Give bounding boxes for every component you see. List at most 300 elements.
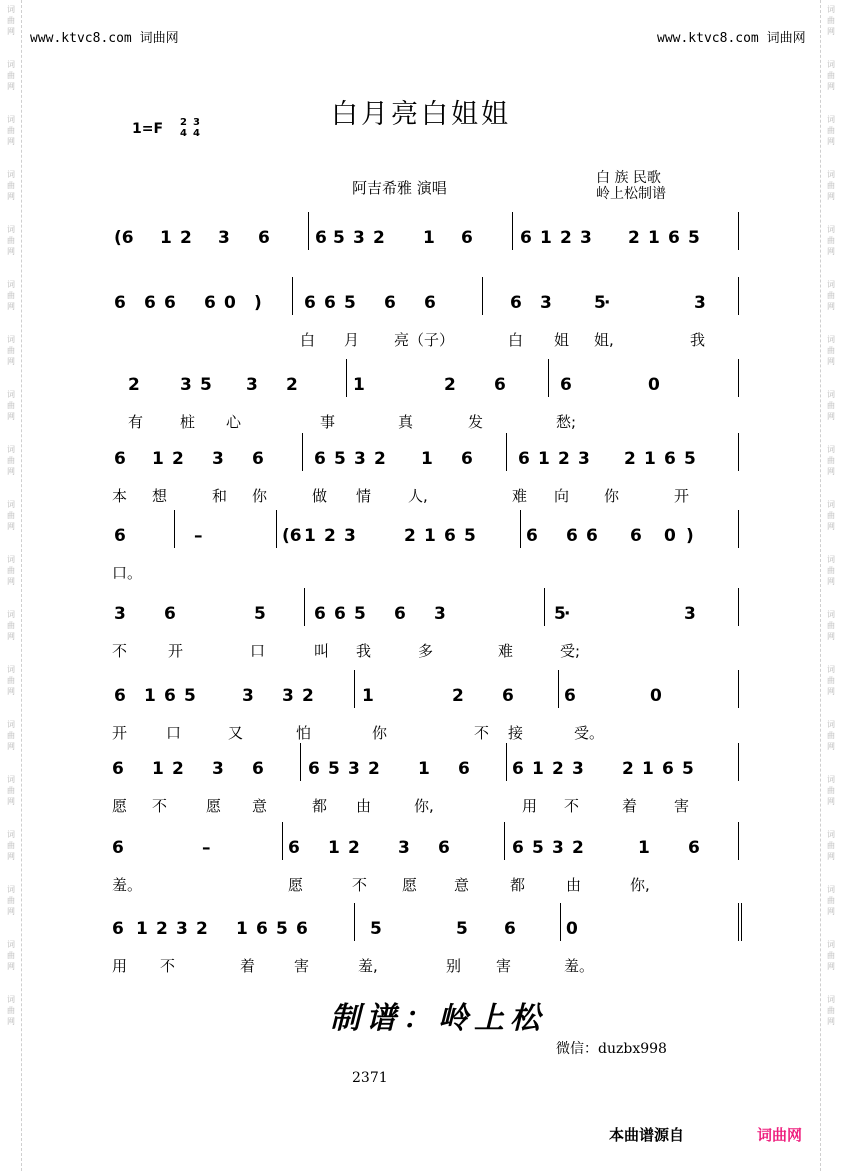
note: 6: [164, 686, 176, 706]
note: 3: [246, 375, 258, 395]
side-watermark: 词 曲 网: [827, 610, 835, 641]
note: 5: [594, 293, 606, 313]
note: 3: [434, 604, 446, 624]
lyric-syllable: 多: [418, 642, 434, 660]
lyric-syllable: 事: [320, 413, 336, 431]
note: 6: [112, 759, 124, 779]
lyric-syllable: 都: [510, 876, 526, 894]
note: 6: [668, 228, 680, 248]
lyric-syllable: 不: [474, 724, 490, 742]
lyric-syllable: 愿: [206, 797, 222, 815]
genre-label: 白 族 民歌: [596, 170, 661, 186]
bar-line: [512, 212, 513, 250]
note: 1: [424, 526, 436, 546]
note: 3: [180, 375, 192, 395]
note: 2: [286, 375, 298, 395]
note: 1: [648, 228, 660, 248]
note: 3: [572, 759, 584, 779]
note: 1: [638, 838, 650, 858]
lyric-syllable: 你: [604, 487, 620, 505]
note: 1: [152, 449, 164, 469]
note: 2: [452, 686, 464, 706]
lyric-syllable: 口: [250, 642, 266, 660]
bar-line: [292, 277, 293, 315]
note: 3: [578, 449, 590, 469]
lyric-syllable: 人,: [408, 487, 428, 505]
note: 1: [152, 759, 164, 779]
bar-line: [354, 670, 355, 708]
right-watermark-strip: [820, 0, 842, 1171]
side-watermark: 词 曲 网: [7, 940, 15, 971]
note: 5: [276, 919, 288, 939]
lyric-syllable: 接: [508, 724, 524, 742]
note: 5: [532, 838, 544, 858]
note: 3: [212, 759, 224, 779]
note: 3: [540, 293, 552, 313]
note-row: [108, 293, 744, 317]
note: 5: [682, 759, 694, 779]
note: 2: [128, 375, 140, 395]
lyric-syllable: 愁;: [556, 413, 577, 431]
lyric-syllable: 向: [554, 487, 570, 505]
side-watermark: 词 曲 网: [7, 335, 15, 366]
note: 3: [694, 293, 706, 313]
source-label: 本曲谱源自: [609, 1126, 685, 1144]
note: 3: [242, 686, 254, 706]
note: 1: [532, 759, 544, 779]
note: 1: [160, 228, 172, 248]
lyric-syllable: 姐: [554, 331, 570, 349]
note: 2: [368, 759, 380, 779]
bar-line: [738, 359, 739, 397]
note: 5: [456, 919, 468, 939]
note-row: [108, 449, 744, 473]
lyric-syllable: 愿: [288, 876, 304, 894]
side-watermark: 词 曲 网: [827, 390, 835, 421]
lyric-syllable: 不: [352, 876, 368, 894]
note: 3: [212, 449, 224, 469]
lyric-syllable: 叫: [314, 642, 330, 660]
note: 6: [586, 526, 598, 546]
lyric-syllable: 意: [454, 876, 470, 894]
side-watermark: 词 曲 网: [827, 170, 835, 201]
note: –: [202, 838, 211, 858]
lyric-syllable: 白: [300, 331, 316, 349]
note: 3: [552, 838, 564, 858]
note: 2: [348, 838, 360, 858]
note: 6: [324, 293, 336, 313]
lyric-syllable: 受。: [574, 724, 605, 742]
lyric-syllable: 有: [128, 413, 144, 431]
meter-den: 4: [192, 128, 200, 139]
note: 6: [564, 686, 576, 706]
note: 5: [333, 228, 345, 248]
note: 3: [684, 604, 696, 624]
note: 6: [384, 293, 396, 313]
note-row: [108, 919, 744, 943]
side-watermark: 词 曲 网: [7, 995, 15, 1026]
lyric-syllable: 由: [356, 797, 372, 815]
side-watermark: 词 曲 网: [7, 225, 15, 256]
note: 6: [494, 375, 506, 395]
side-watermark: 词 曲 网: [7, 115, 15, 146]
lyric-syllable: 我: [690, 331, 706, 349]
note: 1: [644, 449, 656, 469]
note: 1: [418, 759, 430, 779]
header-url-right: www.ktvc8.com: [657, 31, 759, 46]
header-site: 词曲网: [139, 31, 179, 46]
note: 3: [354, 449, 366, 469]
lyric-syllable: 着: [622, 797, 638, 815]
lyric-syllable: 你,: [414, 797, 434, 815]
note: 3: [580, 228, 592, 248]
lyric-syllable: 又: [228, 724, 244, 742]
lyric-syllable: 桩: [180, 413, 196, 431]
side-watermark: 词 曲 网: [7, 445, 15, 476]
note: 6: [314, 604, 326, 624]
side-watermark: 词 曲 网: [827, 500, 835, 531]
side-watermark: 词 曲 网: [827, 335, 835, 366]
note: 6: [560, 375, 572, 395]
bar-line: [738, 588, 739, 626]
note: 0: [664, 526, 676, 546]
note: 1: [353, 375, 365, 395]
note: 5: [344, 293, 356, 313]
note: 1: [421, 449, 433, 469]
note: 6: [438, 838, 450, 858]
meter-den: 4: [180, 128, 187, 139]
source-brand-link[interactable]: 词曲网: [757, 1126, 803, 1144]
note: 6: [112, 838, 124, 858]
note: 2: [180, 228, 192, 248]
bar-line: [346, 359, 347, 397]
note: 2: [558, 449, 570, 469]
lyric-syllable: 你: [252, 487, 268, 505]
note: 1: [538, 449, 550, 469]
note: 3: [282, 686, 294, 706]
note: 3: [348, 759, 360, 779]
note: 1: [328, 838, 340, 858]
lyric-syllable: 羞。: [564, 957, 595, 975]
note: –: [194, 526, 203, 546]
side-watermark: 词 曲 网: [7, 775, 15, 806]
note: 2: [628, 228, 640, 248]
note: 6: [304, 293, 316, 313]
lyric-syllable: 开: [674, 487, 690, 505]
note: 6: [258, 228, 270, 248]
composer-credit: [596, 170, 666, 202]
lyric-syllable: 用: [112, 957, 128, 975]
bar-line: [738, 277, 739, 315]
side-watermark: 词 曲 网: [827, 5, 835, 36]
side-watermark: 词 曲 网: [7, 5, 15, 36]
note: 6: [252, 759, 264, 779]
lyric-syllable: 姐,: [594, 331, 614, 349]
bar-line: [738, 743, 739, 781]
note: ·: [604, 293, 611, 313]
lyric-syllable: 月: [344, 331, 360, 349]
note-row: [108, 228, 744, 252]
side-watermark: 词 曲 网: [827, 940, 835, 971]
note: 2: [156, 919, 168, 939]
note: 2: [373, 228, 385, 248]
time-signature: [180, 117, 200, 139]
note: 5: [464, 526, 476, 546]
note: 6: [566, 526, 578, 546]
bar-line: [482, 277, 483, 315]
note: 3: [344, 526, 356, 546]
side-watermark: 词 曲 网: [7, 555, 15, 586]
note: 3: [353, 228, 365, 248]
singer-credit: 阿吉希雅 演唱: [352, 179, 447, 197]
lyric-syllable: 用: [522, 797, 538, 815]
note: 2: [172, 759, 184, 779]
side-watermark: 词 曲 网: [827, 775, 835, 806]
lyric-syllable: 真: [398, 413, 414, 431]
lyric-syllable: 心: [226, 413, 242, 431]
lyric-syllable: 难: [512, 487, 528, 505]
note: 6: [164, 293, 176, 313]
note: 3: [114, 604, 126, 624]
note: 5: [334, 449, 346, 469]
side-watermark: 词 曲 网: [7, 665, 15, 696]
bar-line: [560, 903, 561, 941]
note-row: [108, 759, 744, 783]
lyric-syllable: 意: [252, 797, 268, 815]
side-watermark: 词 曲 网: [7, 720, 15, 751]
key-signature: 1=F: [132, 121, 164, 137]
lyric-syllable: 不: [112, 642, 128, 660]
lyric-syllable: 开: [112, 724, 128, 742]
note: 6: [296, 919, 308, 939]
note: 6: [394, 604, 406, 624]
note: 1: [362, 686, 374, 706]
note: 5: [684, 449, 696, 469]
lyric-syllable: 羞,: [358, 957, 378, 975]
note: ): [686, 526, 694, 546]
side-watermark: 词 曲 网: [827, 995, 835, 1026]
side-watermark: 词 曲 网: [827, 885, 835, 916]
note: 0: [566, 919, 578, 939]
note: 6: [288, 838, 300, 858]
bar-line: [504, 822, 505, 860]
lyric-syllable: 我: [356, 642, 372, 660]
lyric-syllable: 口: [166, 724, 182, 742]
note: 6: [461, 228, 473, 248]
header-right[interactable]: [657, 27, 806, 46]
note: 5: [688, 228, 700, 248]
note: 2: [552, 759, 564, 779]
bar-line: [738, 510, 739, 548]
transcriber-label: 岭上松制谱: [596, 186, 666, 202]
lyric-syllable: 你: [372, 724, 388, 742]
signature: 制谱：岭上松: [330, 1001, 546, 1036]
note: 6: [518, 449, 530, 469]
note: 6: [114, 526, 126, 546]
note: 6: [520, 228, 532, 248]
lyric-syllable: 不: [152, 797, 168, 815]
note: 6: [662, 759, 674, 779]
note: 6: [112, 919, 124, 939]
bar-line: [520, 510, 521, 548]
note: 6: [256, 919, 268, 939]
side-watermark: 词 曲 网: [827, 555, 835, 586]
left-watermark-strip: [0, 0, 22, 1171]
lyric-syllable: 本: [112, 487, 128, 505]
page-number: 2371: [352, 1070, 388, 1086]
bar-line: [738, 670, 739, 708]
lyric-syllable: 白: [508, 331, 524, 349]
note: 1: [642, 759, 654, 779]
note: 5: [328, 759, 340, 779]
note: 2: [302, 686, 314, 706]
wechat-id: 微信：duzbx998: [556, 1041, 667, 1057]
note: 6: [444, 526, 456, 546]
bar-line: [308, 212, 309, 250]
header-url: www.ktvc8.com: [30, 31, 132, 46]
note: 1: [144, 686, 156, 706]
lyric-syllable: 害: [496, 957, 512, 975]
side-watermark: 词 曲 网: [7, 830, 15, 861]
side-watermark: 词 曲 网: [827, 665, 835, 696]
lyric-syllable: 口。: [112, 564, 143, 582]
note: 6: [512, 838, 524, 858]
note: 6: [144, 293, 156, 313]
note: 5: [254, 604, 266, 624]
bar-line: [738, 212, 739, 250]
lyric-syllable: 开: [168, 642, 184, 660]
lyric-syllable: 害: [674, 797, 690, 815]
note: ): [254, 293, 262, 313]
note: 0: [650, 686, 662, 706]
note-row: [108, 375, 744, 399]
side-watermark: 词 曲 网: [827, 280, 835, 311]
side-watermark: 词 曲 网: [7, 390, 15, 421]
note: 2: [404, 526, 416, 546]
side-watermark: 词 曲 网: [7, 60, 15, 91]
lyric-syllable: 不: [564, 797, 580, 815]
note: 3: [398, 838, 410, 858]
bar-line: [506, 433, 507, 471]
lyric-syllable: 着: [240, 957, 256, 975]
note: 6: [114, 293, 126, 313]
note: 6: [526, 526, 538, 546]
note: 2: [624, 449, 636, 469]
bar-line: [302, 433, 303, 471]
note: 1: [423, 228, 435, 248]
note: 2: [444, 375, 456, 395]
side-watermark: 词 曲 网: [7, 610, 15, 641]
lyric-syllable: 和: [212, 487, 228, 505]
note-row: [108, 686, 744, 710]
note: 1: [540, 228, 552, 248]
lyric-syllable: 情: [356, 487, 372, 505]
lyric-syllable: 羞。: [112, 876, 143, 894]
note: 3: [218, 228, 230, 248]
note: 2: [622, 759, 634, 779]
side-watermark: 词 曲 网: [827, 115, 835, 146]
note: 6: [461, 449, 473, 469]
note: 6: [664, 449, 676, 469]
note: 6: [510, 293, 522, 313]
lyric-syllable: 不: [160, 957, 176, 975]
bar-line: [738, 903, 746, 941]
lyric-syllable: 你,: [630, 876, 650, 894]
lyric-syllable: 愿: [112, 797, 128, 815]
bar-line: [506, 743, 507, 781]
meter-num: 2: [180, 117, 187, 128]
note: 6: [688, 838, 700, 858]
note: 1: [236, 919, 248, 939]
note: 6: [252, 449, 264, 469]
note: 6: [114, 449, 126, 469]
lyric-syllable: 由: [566, 876, 582, 894]
lyric-syllable: 难: [498, 642, 514, 660]
note: 6: [334, 604, 346, 624]
lyric-syllable: 做: [312, 487, 328, 505]
note: 1: [136, 919, 148, 939]
side-watermark: 词 曲 网: [827, 225, 835, 256]
bar-line: [548, 359, 549, 397]
side-watermark: 词 曲 网: [7, 500, 15, 531]
note: 2: [572, 838, 584, 858]
bar-line: [354, 903, 355, 941]
side-watermark: 词 曲 网: [827, 445, 835, 476]
note: 2: [560, 228, 572, 248]
note: 2: [172, 449, 184, 469]
note: 6: [424, 293, 436, 313]
note: 6: [164, 604, 176, 624]
note: 2: [324, 526, 336, 546]
bar-line: [300, 743, 301, 781]
lyric-syllable: 想: [152, 487, 168, 505]
note: 5: [354, 604, 366, 624]
note: 0: [224, 293, 236, 313]
lyric-syllable: 愿: [402, 876, 418, 894]
note: 0: [648, 375, 660, 395]
note: (6: [282, 526, 302, 546]
note: 1: [304, 526, 316, 546]
side-watermark: 词 曲 网: [827, 60, 835, 91]
lyric-syllable: 亮（子）: [394, 331, 455, 349]
lyric-syllable: 害: [294, 957, 310, 975]
bar-line: [276, 510, 277, 548]
note: 6: [315, 228, 327, 248]
side-watermark: 词 曲 网: [7, 280, 15, 311]
note: 6: [502, 686, 514, 706]
lyric-syllable: 怕: [296, 724, 312, 742]
note-row: [108, 838, 744, 862]
lyric-syllable: 受;: [560, 642, 581, 660]
note: 6: [308, 759, 320, 779]
header-site-right: 词曲网: [766, 31, 806, 46]
bar-line: [304, 588, 305, 626]
note: 6: [204, 293, 216, 313]
note: 5: [200, 375, 212, 395]
note: 3: [176, 919, 188, 939]
note-row: [108, 526, 744, 550]
note: 2: [196, 919, 208, 939]
header-left[interactable]: [30, 27, 179, 46]
lyric-syllable: 别: [446, 957, 462, 975]
side-watermark: 词 曲 网: [827, 720, 835, 751]
bar-line: [544, 588, 545, 626]
note: 6: [114, 686, 126, 706]
note: ·: [564, 604, 571, 624]
bar-line: [558, 670, 559, 708]
note: 5: [554, 604, 566, 624]
note: 6: [504, 919, 516, 939]
